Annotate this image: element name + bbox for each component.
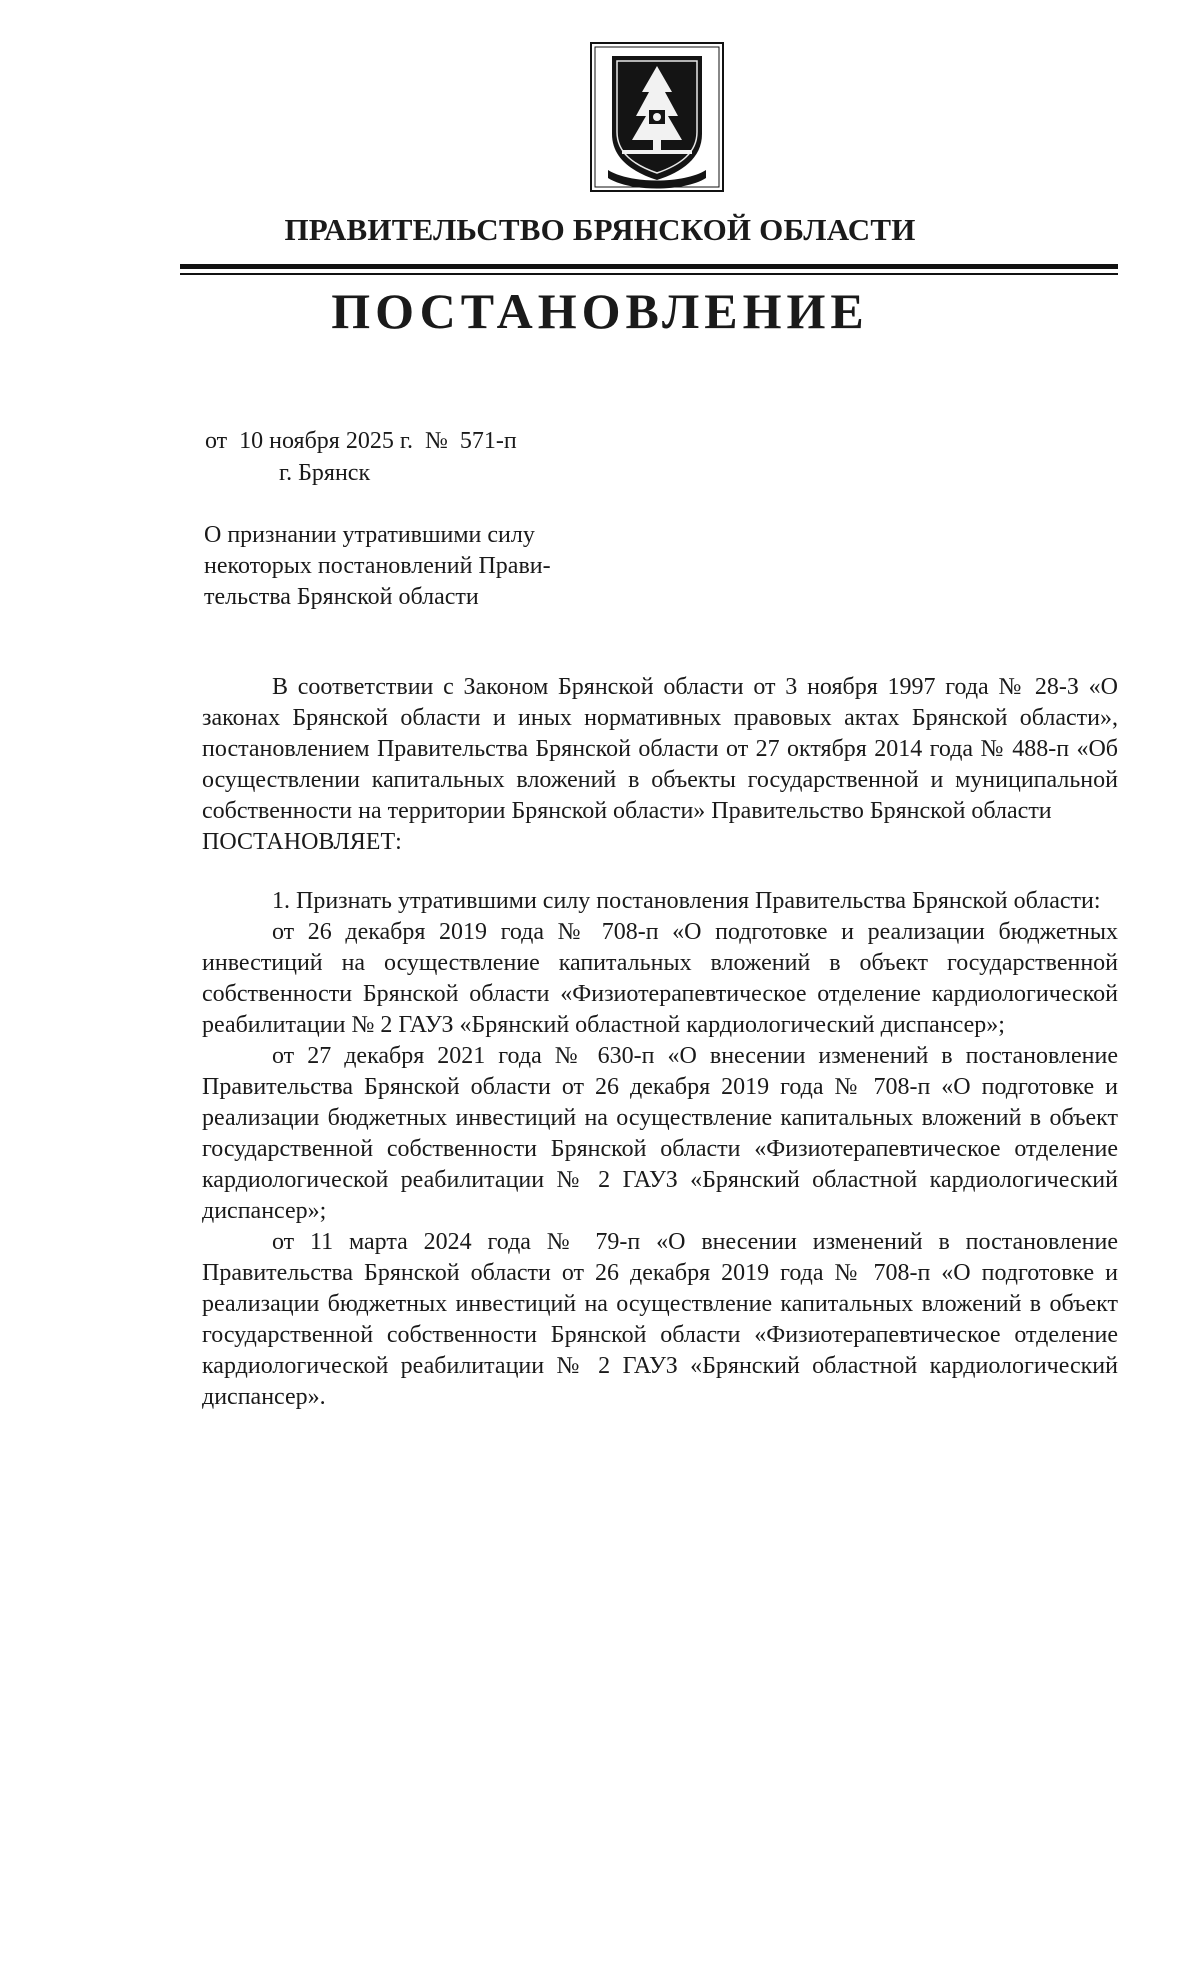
document-type-title: ПОСТАНОВЛЕНИЕ [331, 283, 869, 339]
subject-line: О признании утратившими силу [204, 522, 535, 548]
subject-line: тельства Брянской области [204, 584, 479, 610]
repealed-act-paragraph: от 27 декабря 2021 года № 630-п «О внесении изменений в постановление Правительства Брянской области от 26 декабря 2019 года № 708-п «О подготовке и реализации бюджетных инвестиций на осуществление капитальных вложений в объект государственной собственности Брянской области «Физиотерапевтическое отделение кардиологической реабилитации № 2 ГАУЗ «Брянский областной кардиологический диспансер»; [202, 1043, 1118, 1224]
subject-line: некоторых постановлений Прави- [204, 553, 551, 579]
header-rule-thick [180, 264, 1118, 269]
header-rule-thin [180, 273, 1118, 275]
decree-word: ПОСТАНОВЛЯЕТ: [202, 829, 402, 855]
coat-of-arms-icon [590, 42, 724, 192]
repealed-act-paragraph: от 26 декабря 2019 года № 708-п «О подготовке и реализации бюджетных инвестиций на осуществление капитальных вложений в объект государственной собственности Брянской области «Физиотерапевтическое отделение кардиологической реабилитации № 2 ГАУЗ «Брянский областной кардиологический диспансер»; [202, 919, 1118, 1038]
preamble-paragraph: В соответствии с Законом Брянской области от 3 ноября 1997 года № 28-З «О законах Брянской области и иных нормативных правовых актах Брянской области», постановлением Правительства Брянской области от 27 октября 2014 года № 488-п «Об осуществлении капитальных вложений в объекты государственной и муниципальной собственности на территории Брянской области» Правительство Брянской области [202, 674, 1118, 824]
item-1-paragraph: 1. Признать утратившими силу постановления Правительства Брянской области: [272, 888, 1101, 914]
repealed-act-paragraph: от 11 марта 2024 года № 79-п «О внесении изменений в постановление Правительства Брянской области от 26 декабря 2019 года № 708-п «О подготовке и реализации бюджетных инвестиций на осуществление капитальных вложений в объект государственной собственности Брянской области «Физиотерапевтическое отделение кардиологической реабилитации № 2 ГАУЗ «Брянский областной кардиологический диспансер». [202, 1229, 1118, 1410]
government-title: ПРАВИТЕЛЬСТВО БРЯНСКОЙ ОБЛАСТИ [284, 212, 916, 247]
document-subject [204, 520, 664, 613]
document-city: г. Брянск [279, 460, 371, 486]
document-date-number: от 10 ноября 2025 г. № 571-п [205, 428, 517, 454]
document-body [202, 672, 1118, 1413]
